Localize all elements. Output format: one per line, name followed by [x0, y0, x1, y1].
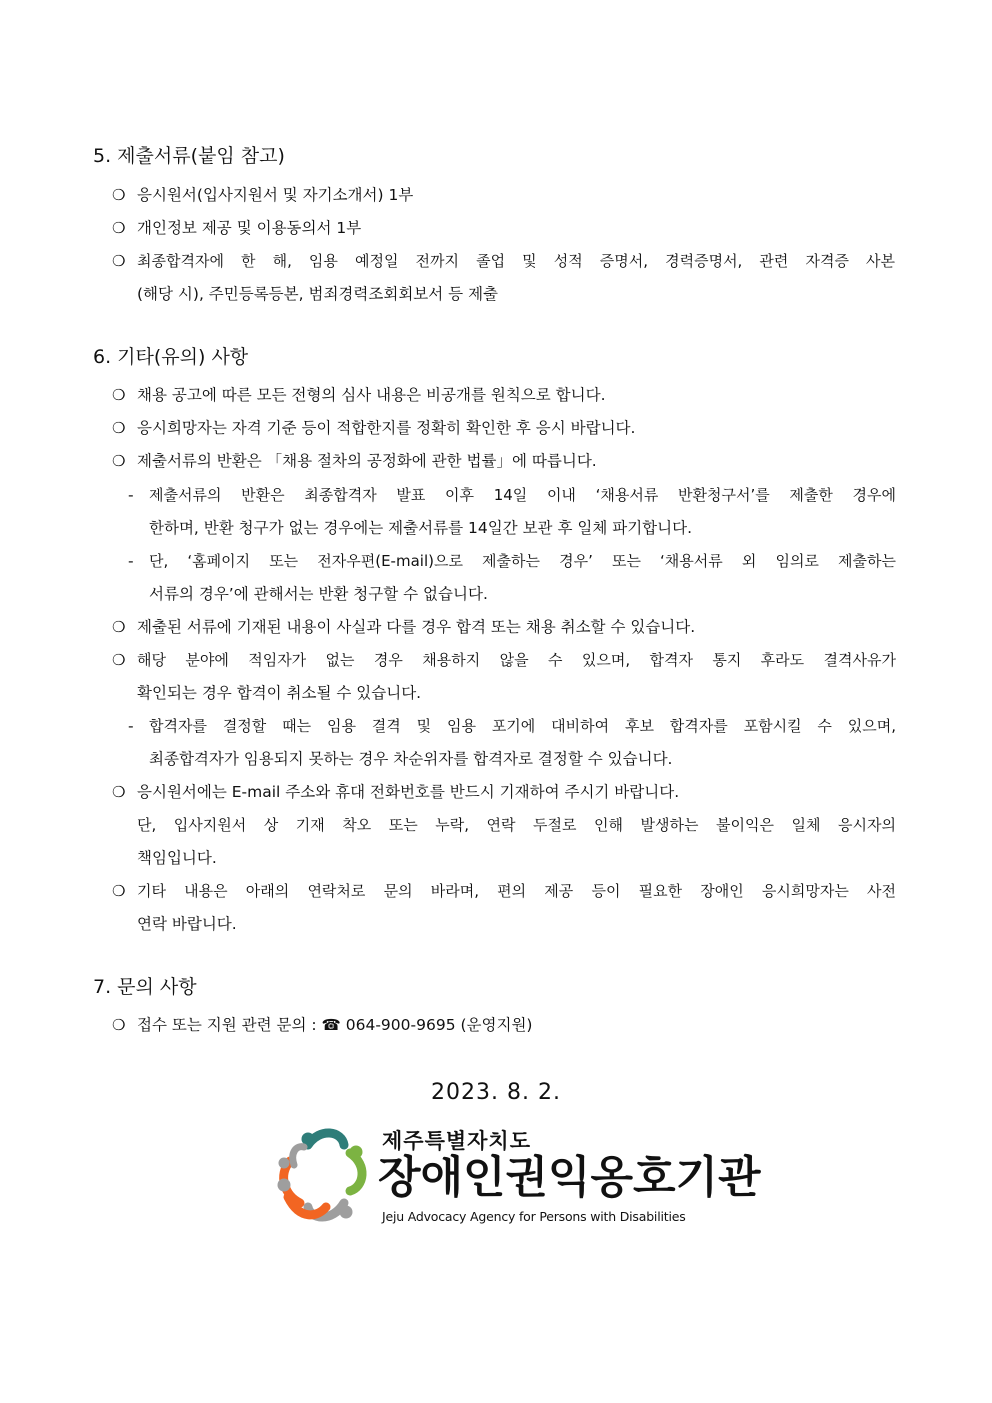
bullet-icon: ❍: [112, 1016, 126, 1034]
logo-agency-name: 장애인권익옹호기관: [378, 1152, 761, 1203]
dash-icon: -: [128, 486, 134, 504]
dash-icon: -: [128, 552, 134, 570]
bullet-icon: ❍: [112, 186, 126, 204]
section-6-line-6: 제출된 서류에 기재된 내용이 사실과 다를 경우 합격 또는 채용 취소할 수 있습니다.: [137, 618, 696, 636]
section-6-title: 6. 기타(유의) 사항: [93, 346, 249, 368]
section-5-item-2: 개인정보 제공 및 이용동의서 1부: [137, 219, 362, 237]
section-6-line-7-cont: 확인되는 경우 합격이 취소될 수 있습니다.: [137, 684, 422, 702]
section-6-line-1: 채용 공고에 따른 모든 전형의 심사 내용은 비공개를 원칙으로 합니다.: [137, 386, 606, 404]
section-5-title: 5. 제출서류(붙임 참고): [93, 145, 285, 167]
bullet-icon: ❍: [112, 618, 126, 636]
bullet-icon: ❍: [112, 419, 126, 437]
bullet-icon: ❍: [112, 882, 126, 900]
section-6-line-2: 응시희망자는 자격 기준 등이 적합한지를 정확히 확인한 후 응시 바랍니다.: [137, 419, 636, 437]
agency-emblem-icon: [270, 1125, 370, 1225]
section-6-line-5-cont: 서류의 경우’에 관해서는 반환 청구할 수 없습니다.: [149, 585, 488, 603]
section-6-line-9-cont2: 책임입니다.: [137, 849, 217, 867]
agency-logo: [270, 1125, 761, 1235]
section-6-line-10-cont: 연락 바랍니다.: [137, 915, 237, 933]
section-6-line-9: 응시원서에는 E-mail 주소와 휴대 전화번호를 반드시 기재하여 주시기 바랍니다.: [137, 783, 680, 801]
section-5-item-3: 최종합격자에 한 해, 임용 예정일 전까지 졸업 및 성적 증명서, 경력증명서, 관련 자격증 사본: [137, 252, 895, 270]
logo-english-name: Jeju Advocacy Agency for Persons with Disabilities: [382, 1209, 686, 1224]
section-6-line-7: 해당 분야에 적임자가 없는 경우 채용하지 않을 수 있으며, 합격자 통지 후라도 결격사유가: [137, 651, 896, 669]
section-6-line-4: 제출서류의 반환은 최종합격자 발표 이후 14일 이내 ‘채용서류 반환청구서’를 제출한 경우에: [149, 486, 896, 504]
bullet-icon: ❍: [112, 651, 126, 669]
section-5-item-1: 응시원서(입사지원서 및 자기소개서) 1부: [137, 186, 414, 204]
section-6-line-4-cont: 한하며, 반환 청구가 없는 경우에는 제출서류를 14일간 보관 후 일체 파기합니다.: [149, 519, 693, 537]
section-6-line-9-cont: 단, 입사지원서 상 기재 착오 또는 누락, 연락 두절로 인해 발생하는 불이익은 일체 응시자의: [137, 816, 896, 834]
section-7-title: 7. 문의 사항: [93, 976, 197, 998]
bullet-icon: ❍: [112, 386, 126, 404]
section-6-line-3: 제출서류의 반환은 「채용 절차의 공정화에 관한 법률」에 따릅니다.: [137, 452, 597, 470]
bullet-icon: ❍: [112, 219, 126, 237]
section-6-line-8: 합격자를 결정할 때는 임용 결격 및 임용 포기에 대비하여 후보 합격자를 포함시킬 수 있으며,: [149, 717, 896, 735]
contact-info: 접수 또는 지원 관련 문의 : ☎ 064-900-9695 (운영지원): [137, 1016, 533, 1034]
section-6-line-5: 단, ‘홈페이지 또는 전자우편(E-mail)으로 제출하는 경우’ 또는 ‘채용서류 외 임의로 제출하는: [149, 552, 896, 570]
bullet-icon: ❍: [112, 783, 126, 801]
section-6-line-8-cont: 최종합격자가 임용되지 못하는 경우 차순위자를 합격자로 결정할 수 있습니다.: [149, 750, 673, 768]
section-5-item-3-cont: (해당 시), 주민등록등본, 범죄경력조회회보서 등 제출: [137, 285, 499, 303]
bullet-icon: ❍: [112, 452, 126, 470]
logo-region-text: 제주특별자치도: [382, 1129, 532, 1153]
document-date: 2023. 8. 2.: [431, 1080, 561, 1105]
section-6-line-10: 기타 내용은 아래의 연락처로 문의 바라며, 편의 제공 등이 필요한 장애인 응시희망자는 사전: [137, 882, 896, 900]
dash-icon: -: [128, 717, 134, 735]
bullet-icon: ❍: [112, 252, 126, 270]
